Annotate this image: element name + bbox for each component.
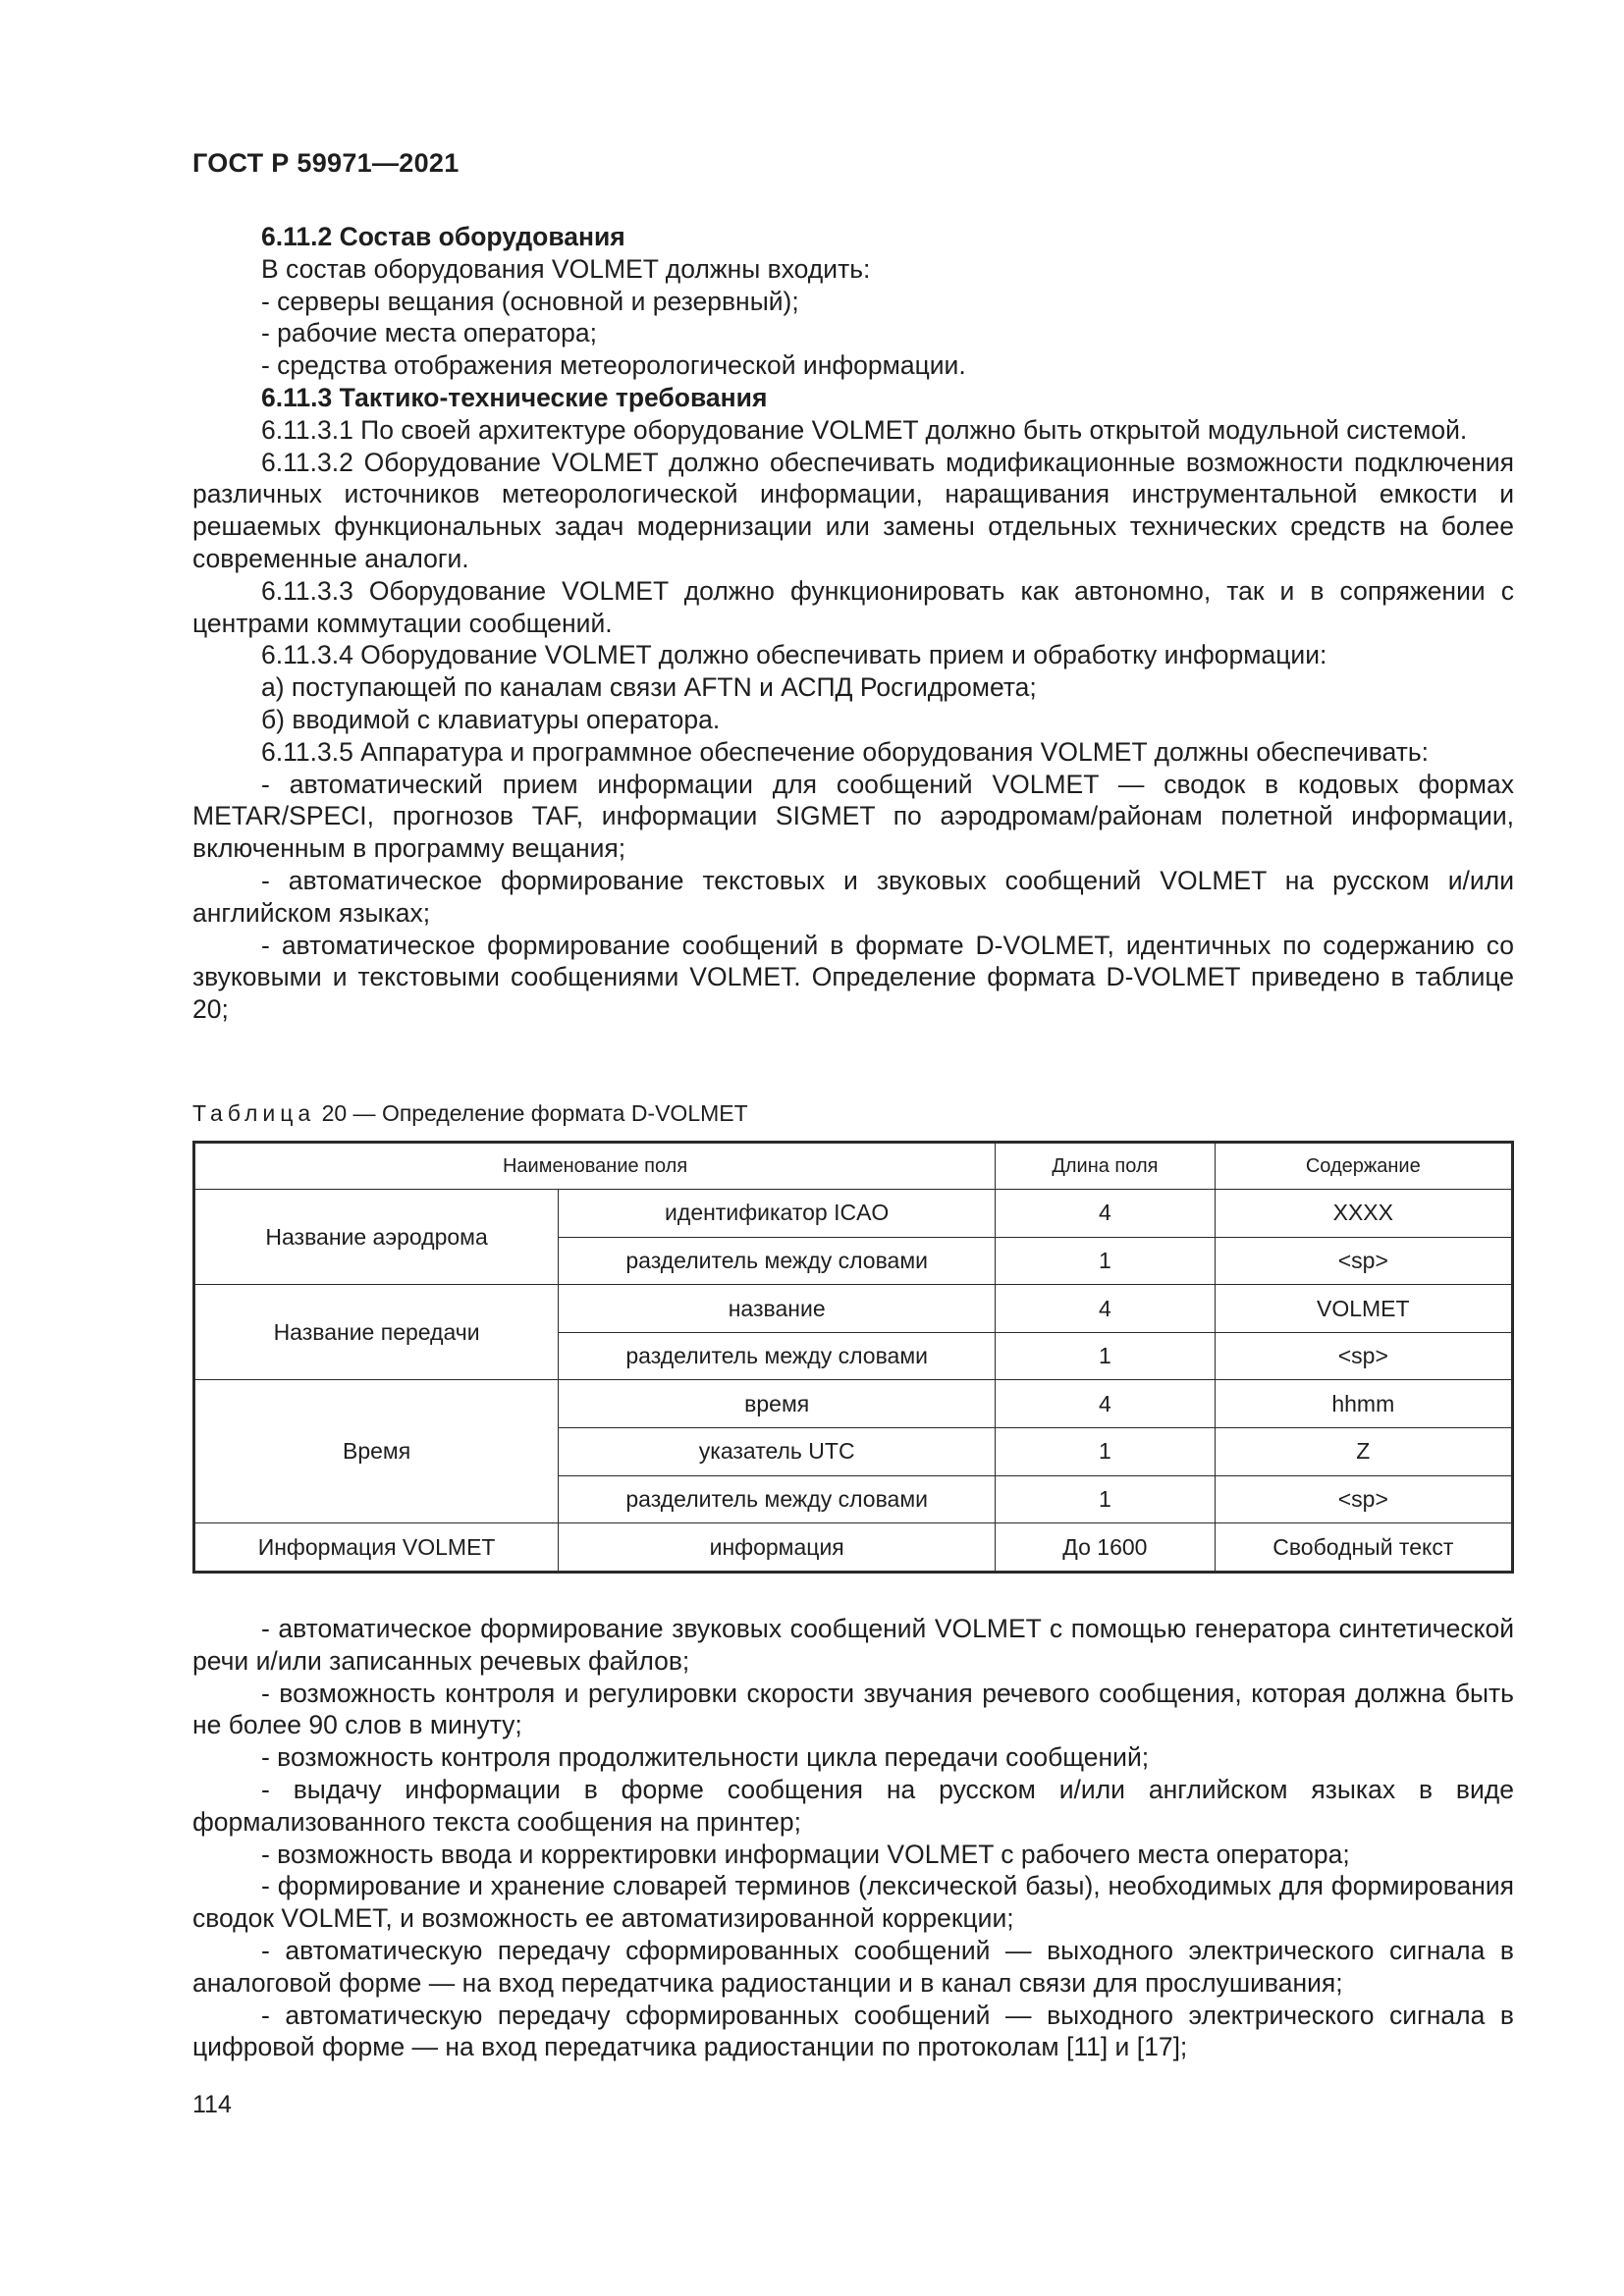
paragraph: 6.11.3.4 Оборудование VOLMET должно обеспечивать прием и обработку информации: [261, 640, 1327, 670]
content-cell: <sp> [1215, 1237, 1512, 1285]
table-header-row [194, 1143, 1513, 1190]
header-content: Содержание [1215, 1143, 1512, 1190]
document-header: ГОСТ Р 59971—2021 [192, 148, 460, 178]
list-item: - возможность контроля и регулировки скорости звучания речевого сообщения, которая должна быть не более 90 слов в минуту; [192, 1678, 1514, 1740]
group-name-cell: Информация VOLMET [194, 1523, 559, 1573]
table-row [194, 1523, 1513, 1573]
group-name-cell: Название передачи [194, 1285, 559, 1380]
paragraph: 6.11.3.1 По своей архитектуре оборудование VOLMET должно быть открытой модульной системой. [261, 414, 1468, 445]
subfield-cell: разделитель между словами [559, 1332, 996, 1380]
list-item: - автоматическое формирование звуковых сообщений VOLMET с помощью генератора синтетической речи и/или записанных речевых файлов; [192, 1614, 1514, 1676]
paragraph: 6.11.3.5 Аппаратура и программное обеспечение оборудования VOLMET должны обеспечивать: [261, 736, 1430, 767]
subfield-cell: время [559, 1380, 996, 1428]
length-cell: 1 [996, 1237, 1215, 1285]
content-cell: <sp> [1215, 1332, 1512, 1380]
length-cell: 1 [996, 1332, 1215, 1380]
header-field-name: Наименование поля [194, 1143, 996, 1190]
list-item: - возможность ввода и корректировки информации VOLMET с рабочего места оператора; [261, 1839, 1350, 1869]
subfield-cell: идентификатор ICAO [559, 1190, 996, 1238]
content-cell: hhmm [1215, 1380, 1512, 1428]
list-item: - серверы вещания (основной и резервный); [261, 286, 799, 316]
list-item: - автоматическую передачу сформированных сообщений — выходного электрического сигнала в аналоговой форме — на вход передатчика радиостанции и в канал связи для прослушивания; [192, 1935, 1514, 1998]
content-cell: XXXX [1215, 1190, 1512, 1238]
paragraph: В состав оборудования VOLMET должны входить: [261, 253, 871, 284]
content-cell: Свободный текст [1215, 1523, 1512, 1573]
list-item: - автоматическое формирование сообщений в формате D-VOLMET, идентичных по содержанию со звуковыми и текстовыми сообщениями VOLMET. Определение формата D-VOLMET приведено в таблице 20; [192, 930, 1514, 1025]
content-cell: Z [1215, 1427, 1512, 1475]
list-item: - выдачу информации в форме сообщения на русском и/или английском языках в виде формализованного текста сообщения на принтер; [192, 1774, 1514, 1837]
table-caption-word: Таблица [192, 1100, 316, 1126]
list-item: б) вводимой с клавиатуры оператора. [261, 704, 721, 734]
length-cell: 1 [996, 1475, 1215, 1523]
list-item: - рабочие места оператора; [261, 318, 597, 348]
page-number: 114 [192, 2091, 232, 2118]
section-heading: 6.11.2 Состав оборудования [261, 222, 625, 251]
subfield-cell: разделитель между словами [559, 1237, 996, 1285]
subfield-cell: указатель UTC [559, 1427, 996, 1475]
length-cell: До 1600 [996, 1523, 1215, 1573]
content-cell: <sp> [1215, 1475, 1512, 1523]
list-item: - автоматический прием информации для сообщений VOLMET — сводок в кодовых формах METAR/SPECI, прогнозов TAF, информации SIGMET по аэродромам/районам полетной информации, включенным в программу вещания; [192, 769, 1514, 864]
list-item: - средства отображения метеорологической информации. [261, 350, 966, 381]
table-caption-text: 20 — Определение формата D-VOLMET [321, 1100, 748, 1126]
format-table [192, 1141, 1514, 1574]
length-cell: 1 [996, 1427, 1215, 1475]
body-text-upper [192, 221, 1514, 1026]
table-row [194, 1285, 1513, 1333]
table-caption [192, 1097, 748, 1130]
content-cell: VOLMET [1215, 1285, 1512, 1333]
length-cell: 4 [996, 1380, 1215, 1428]
length-cell: 4 [996, 1285, 1215, 1333]
subfield-cell: разделитель между словами [559, 1475, 996, 1523]
paragraph: 6.11.3.3 Оборудование VOLMET должно функционировать как автономно, так и в сопряжении с центрами коммутации сообщений. [192, 575, 1514, 638]
list-item: - формирование и хранение словарей терминов (лексической базы), необходимых для формирования сводок VOLMET, и возможность ее автоматизированной коррекции; [192, 1871, 1514, 1934]
list-item: - автоматическую передачу сформированных сообщений — выходного электрического сигнала в цифровой форме — на вход передатчика радиостанции по протоколам [11] и [17]; [192, 2000, 1514, 2062]
section-heading: 6.11.3 Тактико-технические требования [261, 382, 768, 412]
list-item: - возможность контроля продолжительности цикла передачи сообщений; [261, 1742, 1150, 1773]
length-cell: 4 [996, 1190, 1215, 1238]
group-name-cell: Название аэродрома [194, 1190, 559, 1285]
paragraph: 6.11.3.2 Оборудование VOLMET должно обеспечивать модификационные возможности подключения различных источников метеорологической информации, наращивания инструментальной емкости и решаемых функциональных задач модернизации или замены отдельных технических средств на более современные аналоги. [192, 447, 1514, 573]
table-row [194, 1190, 1513, 1238]
table-row [194, 1380, 1513, 1428]
list-item: - автоматическое формирование текстовых и звуковых сообщений VOLMET на русском и/или английском языках; [192, 865, 1514, 928]
subfield-cell: информация [559, 1523, 996, 1573]
group-name-cell: Время [194, 1380, 559, 1523]
header-field-length: Длина поля [996, 1143, 1215, 1190]
subfield-cell: название [559, 1285, 996, 1333]
body-text-lower [192, 1613, 1514, 2063]
list-item: а) поступающей по каналам связи AFTN и АСПД Росгидромета; [261, 672, 1037, 703]
